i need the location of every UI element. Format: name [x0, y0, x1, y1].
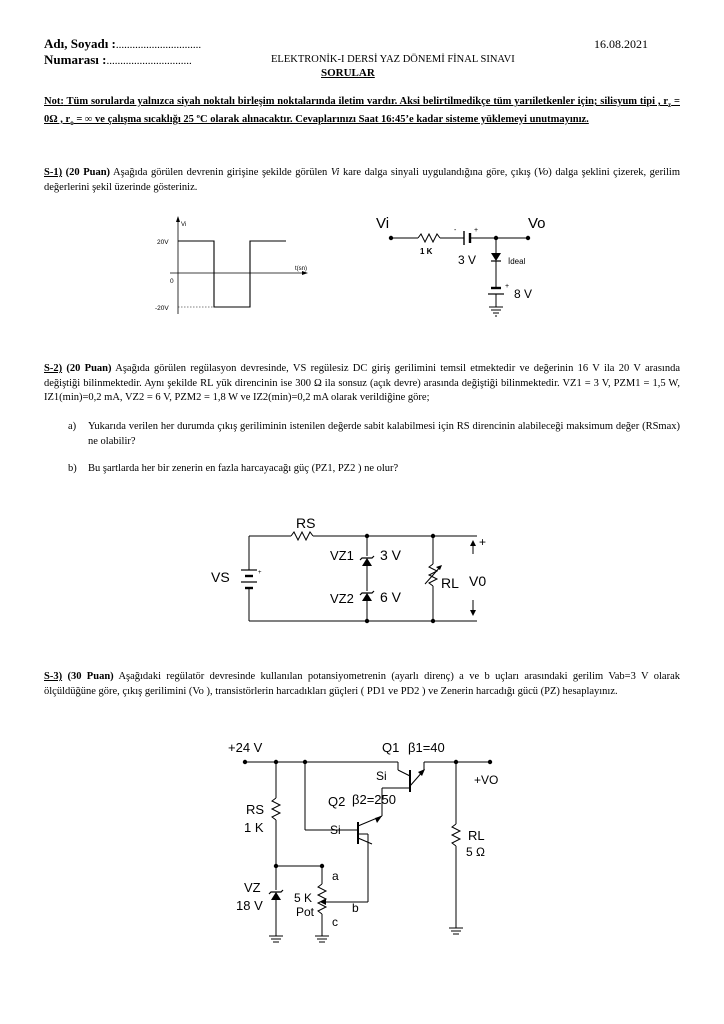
q3-points: (30 Puan) — [62, 671, 114, 682]
q2-rl-label: RL — [441, 575, 459, 591]
q2-rs-label: RS — [296, 515, 316, 531]
q2-zener2 — [362, 593, 372, 601]
q3-si2-label: Si — [330, 823, 341, 837]
section-title: SORULAR — [321, 67, 375, 79]
q1-battery-plus: + — [474, 227, 479, 234]
q2-vz1-label: VZ1 — [330, 548, 354, 563]
note-label: Not: — [44, 96, 64, 107]
q2-vz2-label: VZ2 — [330, 591, 354, 606]
q3-a-label: a — [332, 869, 339, 883]
question-2-text — [44, 362, 680, 406]
q2-rl-arrow-head — [436, 565, 442, 570]
note-text-3: = ∞ ve çalışma sıcaklığı 25 ºC olarak alınacaktır. Cevaplarınızı Saat 16:45’e kadar sisteme yüklemeyi unutmayınız. — [73, 113, 589, 125]
q3-label: S-3) — [44, 671, 63, 682]
q3-pot-value: 5 K — [294, 891, 313, 905]
question-1-text — [44, 166, 680, 195]
q3-vout-label: +VO — [474, 773, 499, 787]
q1-x-label: t(sn) — [295, 266, 307, 272]
q1-resistor — [418, 234, 440, 242]
q3-c-label: c — [332, 915, 338, 929]
q3-transistor-regulator-circuit — [222, 730, 522, 950]
q2-a-label: a) — [68, 421, 77, 432]
exam-date: 16.08.2021 — [594, 37, 648, 51]
q3-rl-resistor — [452, 824, 460, 846]
question-3-text — [44, 670, 680, 699]
exam-note — [44, 95, 680, 130]
q2-zener1 — [362, 558, 372, 566]
q1-points: (20 Puan) — [62, 167, 111, 178]
q2-rs-resistor — [291, 532, 313, 540]
number-field — [44, 52, 192, 68]
q2-vz1-value: 3 V — [380, 547, 402, 563]
q3-rl-label: RL — [468, 828, 485, 843]
q1-wave — [178, 241, 286, 307]
q3-body: Aşağıdaki regülatör devresinde kullanılan potansiyometrenin (ayarlı direnç) a ve b uçları arasındaki gerilim Vab=3 V olarak ölçüldüğüne göre, çıkış gerilimini (Vo ), transistörlerin harcadıkları güçleri ( PD1 ve PD2 ) ve Zenerin harcadığı gücü (PZ) hesaplayınız. — [44, 671, 680, 697]
q3-q2-emitter — [358, 838, 372, 844]
q1-vin-label: Vi — [376, 215, 390, 232]
name-dots: ............................... — [115, 39, 202, 51]
q2-points: (20 Puan) — [62, 363, 112, 374]
q3-q2-arrow — [375, 816, 382, 823]
q1-square-wave-graph — [140, 212, 310, 322]
q1-y-label: Vi — [181, 222, 187, 228]
q3-zener — [271, 892, 281, 900]
q3-b-label: b — [352, 901, 359, 915]
q2-vz2-value: 6 V — [380, 589, 402, 605]
q2-vo-plus: + — [479, 535, 487, 549]
q2-vo-label: V0 — [469, 573, 487, 589]
name-field — [44, 36, 201, 52]
exam-title: ELEKTRONİK-I DERSİ YAZ DÖNEMİ FİNAL SINAVI — [271, 54, 515, 65]
q2-body: Aşağıda görülen regülasyon devresinde, VS regülesiz DC giriş gerilimini temsil etmektedir ve değerinin 16 V ila 20 V arasında değiştiği bilinmektedir. Aynı şekilde RL yük direncinin ise 300 Ω ila sonsuz (açık devre) arasında değiştiği bilinmektedir. VZ1 = 3 V, PZM1 = 1,5 W, IZ1(min)=0,2 mA, VZ2 = 6 V, PZM2 = 1,8 W ve IZ2(min)=0,2 mA olarak verildiğine göre; — [44, 363, 681, 403]
q1-v-neg: -20V — [155, 305, 169, 312]
q1-v-pos: 20V — [157, 239, 169, 246]
q1-text-2: kare dalga sinyali uygulandığına göre, çıkış ( — [339, 167, 538, 178]
q1-diode-label: İdeal — [508, 257, 526, 266]
note-sub-o: o — [70, 118, 74, 127]
q3-si1-label: Si — [376, 769, 387, 783]
q3-vz-label: VZ — [244, 880, 261, 895]
q1-battery-minus: - — [454, 227, 457, 234]
q1-label: S-1) — [44, 167, 63, 178]
q3-rl-value: 5 Ω — [466, 845, 485, 859]
q1-vi: Vi — [330, 167, 340, 178]
number-dots: ............................... — [106, 55, 192, 67]
q3-pot — [318, 884, 326, 914]
q1-text-1: Aşağıda görülen devrenin girişine şekilde görülen — [110, 167, 331, 178]
q2-a-text: Yukarıda verilen her durumda çıkış geriliminin istenilen değerde sabit kalabilmesi için RS direncinin alabileceği maksimum değer (RSmax) ne olabilir? — [88, 421, 680, 447]
q3-beta2: β2=250 — [352, 792, 396, 807]
q1-battery2-plus: + — [505, 283, 510, 290]
q2-label: S-2) — [44, 363, 63, 374]
q2-zener-regulator-circuit — [205, 508, 495, 630]
q3-vz-value: 18 V — [236, 898, 263, 913]
q2-vo-arrow-up-head — [470, 540, 476, 546]
q1-battery-label: 3 V — [458, 253, 477, 267]
q2-b-label: b) — [68, 463, 77, 474]
note-text-2: = 0Ω , r — [44, 96, 680, 125]
q1-text-3: ) dalga şeklini çizerek, gerilim değerlerini şekil üzerinde gösteriniz. — [44, 167, 680, 193]
q3-vcc-label: +24 V — [228, 740, 263, 755]
q3-beta1: β1=40 — [408, 740, 445, 755]
q1-clamper-circuit — [370, 210, 550, 320]
q2-vs-plus: + — [258, 570, 262, 576]
q1-output-node — [526, 236, 530, 240]
q1-vout-label: Vo — [528, 215, 546, 232]
q2-vs-label: VS — [211, 569, 230, 585]
q3-q1-label: Q1 — [382, 740, 400, 755]
q3-output-node — [488, 760, 492, 764]
q1-diode — [491, 253, 501, 261]
q2-vo-arrow-down-head — [470, 610, 476, 616]
note-text-1: Tüm sorularda yalnızca siyah noktalı birleşim noktalarında iletim vardır. Aksi belirtilmedikçe tüm yarıiletkenler için; silisyum tipi , r — [63, 96, 669, 107]
q1-y-arrow — [176, 216, 180, 222]
q3-rs-value: 1 K — [244, 820, 264, 835]
note-sub-z: z — [668, 101, 672, 110]
q2-b-text: Bu şartlarda her bir zenerin en fazla harcayacağı güç (PZ1, PZ2 ) ne olur? — [88, 463, 399, 474]
q1-battery2-label: 8 V — [514, 287, 533, 301]
q3-rs-resistor — [272, 798, 280, 820]
name-label: Adı, Soyadı : — [44, 36, 116, 51]
q3-q2-label: Q2 — [328, 794, 346, 809]
number-label: Numarası : — [44, 52, 107, 67]
q1-vo: Vo — [537, 167, 549, 178]
q3-pot-label: Pot — [296, 905, 315, 919]
q3-q1-collector — [398, 770, 410, 776]
q1-resistor-label: 1 K — [420, 247, 433, 256]
q1-zero: 0 — [170, 278, 174, 285]
q3-rs-label: RS — [246, 802, 265, 817]
